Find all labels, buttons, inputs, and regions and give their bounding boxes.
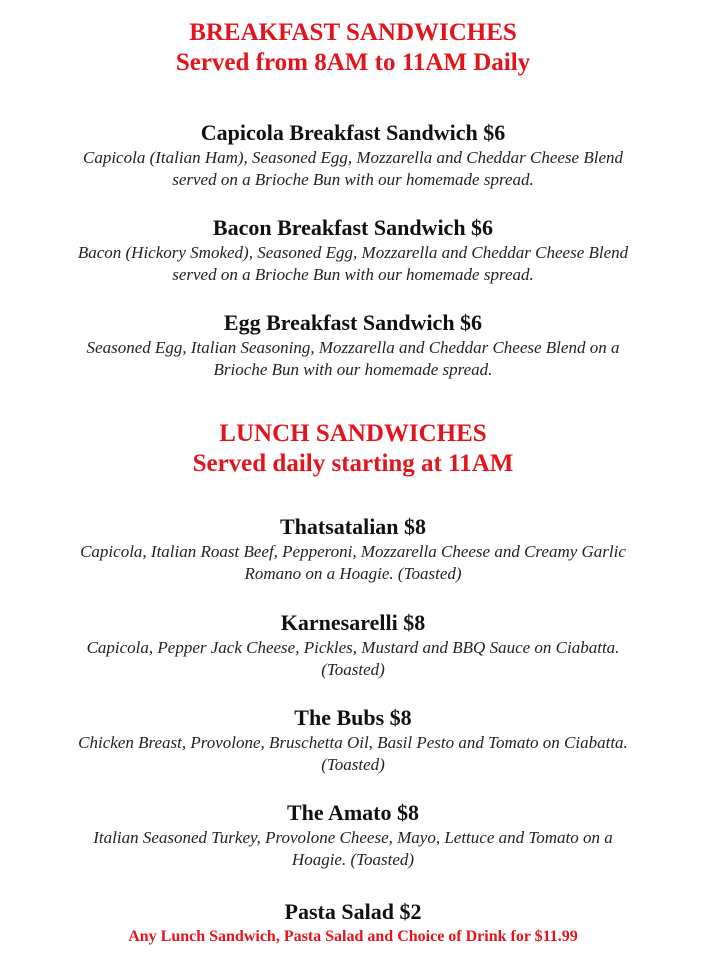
breakfast-section-title: BREAKFAST SANDWICHES [189,19,517,46]
menu-item-description-line: Brioche Bun with our homemade spread. [213,360,493,379]
menu-item-description-line: Seasoned Egg, Italian Seasoning, Mozzarella and Cheddar Cheese Blend on a [86,338,620,357]
combo-deal-promo: Any Lunch Sandwich, Pasta Salad and Choice of Drink for $11.99 [128,928,578,945]
breakfast-section-hours: Served from 8AM to 11AM Daily [175,49,531,76]
menu-item-description-line: Capicola (Italian Ham), Seasoned Egg, Mozzarella and Cheddar Cheese Blend [83,148,623,167]
menu-item-description-line: Bacon (Hickory Smoked), Seasoned Egg, Mozzarella and Cheddar Cheese Blend [77,243,629,262]
menu-item-description-line: Capicola, Pepper Jack Cheese, Pickles, Mustard and BBQ Sauce on Ciabatta. [86,638,620,657]
menu-item-title: Karnesarelli $8 [280,610,426,635]
menu-item-egg-breakfast [0,309,706,381]
menu-item-title: The Amato $8 [287,800,419,825]
breakfast-section-header [0,18,706,78]
menu-item-description-line: served on a Brioche Bun with our homemade spread. [172,170,534,189]
menu-item-the-amato [0,799,706,871]
menu-item-description-line: Hoagie. (Toasted) [291,850,415,869]
menu-item-pasta-salad [0,898,706,948]
menu-item-title: The Bubs $8 [294,705,412,730]
menu-item-title: Thatsatalian $8 [279,514,427,539]
menu-item-title: Capicola Breakfast Sandwich $6 [200,120,506,145]
menu-item-description-line: Italian Seasoned Turkey, Provolone Cheese, Mayo, Lettuce and Tomato on a [93,828,613,847]
menu-item-description-line: served on a Brioche Bun with our homemade spread. [172,265,534,284]
menu-item-title: Bacon Breakfast Sandwich $6 [212,215,494,240]
menu-item-description-line: Chicken Breast, Provolone, Bruschetta Oil, Basil Pesto and Tomato on Ciabatta. [78,733,628,752]
menu-item-description-line: Capicola, Italian Roast Beef, Pepperoni, Mozzarella Cheese and Creamy Garlic [80,542,626,561]
menu-item-title: Pasta Salad $2 [284,899,422,924]
lunch-section-header [0,419,706,479]
menu-item-the-bubs [0,704,706,776]
menu-item-thatsatalian [0,513,706,585]
menu-item-title: Egg Breakfast Sandwich $6 [223,310,483,335]
lunch-section-hours: Served daily starting at 11AM [192,450,514,477]
menu-item-capicola-breakfast [0,119,706,191]
menu-item-description-line: (Toasted) [321,660,385,679]
menu-item-description-line: Romano on a Hoagie. (Toasted) [244,564,462,583]
menu-item-description-line: (Toasted) [321,755,385,774]
menu-item-karnesarelli [0,609,706,681]
menu-item-bacon-breakfast [0,214,706,286]
lunch-section-title: LUNCH SANDWICHES [219,420,487,447]
